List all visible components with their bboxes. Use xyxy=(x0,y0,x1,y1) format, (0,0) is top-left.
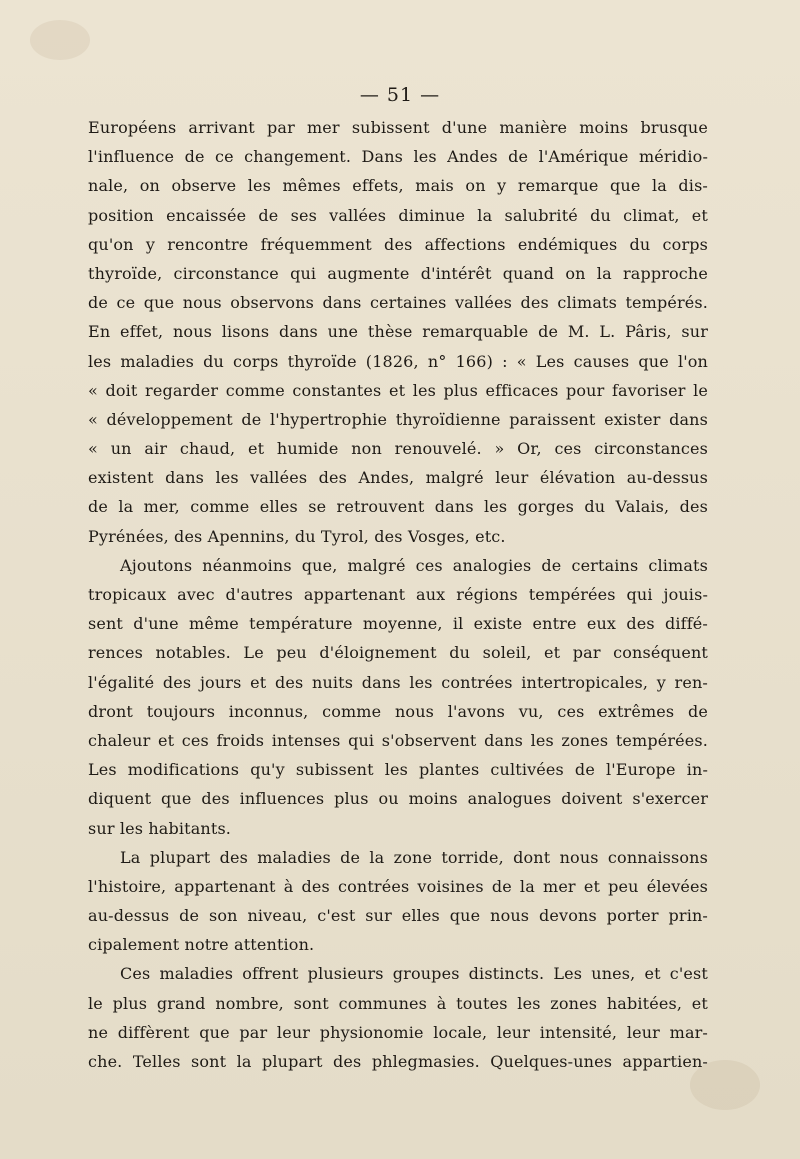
text-line: sent d'une même température moyenne, il existe entre eux des diffé- xyxy=(88,614,708,634)
paper-stain xyxy=(30,20,90,60)
text-line: che. Telles sont la plupart des phlegmasies. Quelques-unes appartien- xyxy=(88,1052,708,1071)
page-number: — 51 — xyxy=(359,84,441,106)
text-line: « développement de l'hypertrophie thyroïdienne paraissent exister dans xyxy=(88,409,708,429)
text-line: La plupart des maladies de la zone torride, dont nous connaissons xyxy=(120,847,708,867)
text-line: « un air chaud, et humide non renouvelé. » Or, ces circonstances xyxy=(88,439,708,459)
text-line: En effet, nous lisons dans une thèse remarquable de M. L. Pâris, sur xyxy=(88,322,708,342)
text-line: ne diffèrent que par leur physionomie locale, leur intensité, leur mar- xyxy=(88,1022,708,1042)
text-line: l'histoire, appartenant à des contrées voisines de la mer et peu élevées xyxy=(88,876,708,896)
text-line: diquent que des influences plus ou moins analogues doivent s'exercer xyxy=(88,789,708,809)
text-line: Ajoutons néanmoins que, malgré ces analogies de certains climats xyxy=(120,555,708,575)
text-line: thyroïde, circonstance qui augmente d'intérêt quand on la rapproche xyxy=(88,263,708,283)
text-line: le plus grand nombre, sont communes à toutes les zones habitées, et xyxy=(88,993,708,1013)
text-line: au-dessus de son niveau, c'est sur elles que nous devons porter prin- xyxy=(88,906,708,926)
text-line: Ces maladies offrent plusieurs groupes distincts. Les unes, et c'est xyxy=(120,964,708,984)
text-line: l'égalité des jours et des nuits dans les contrées intertropicales, y ren- xyxy=(88,672,708,692)
body-text xyxy=(88,113,708,1076)
text-line: existent dans les vallées des Andes, malgré leur élévation au-dessus xyxy=(88,468,708,488)
text-line: sur les habitants. xyxy=(88,818,232,838)
text-line: l'influence de ce changement. Dans les Andes de l'Amérique méridio- xyxy=(88,147,708,167)
text-line: cipalement notre attention. xyxy=(88,935,315,955)
text-line: de ce que nous observons dans certaines vallées des climats tempérés. xyxy=(88,293,708,313)
text-line: rences notables. Le peu d'éloignement du soleil, et par conséquent xyxy=(88,643,708,663)
text-line: Européens arrivant par mer subissent d'une manière moins brusque xyxy=(88,118,708,137)
text-line: nale, on observe les mêmes effets, mais on y remarque que la dis- xyxy=(88,176,708,196)
text-line: position encaissée de ses vallées diminue la salubrité du climat, et xyxy=(88,205,708,225)
text-line: « doit regarder comme constantes et les plus efficaces pour favoriser le xyxy=(88,380,708,400)
text-line: les maladies du corps thyroïde (1826, n° 166) : « Les causes que l'on xyxy=(88,351,708,371)
text-line: tropicaux avec d'autres appartenant aux régions tempérées qui jouis- xyxy=(88,585,708,604)
text-line: chaleur et ces froids intenses qui s'observent dans les zones tempérées. xyxy=(88,730,708,750)
text-line: Les modifications qu'y subissent les plantes cultivées de l'Europe in- xyxy=(88,760,708,780)
text-line: dront toujours inconnus, comme nous l'avons vu, ces extrêmes de xyxy=(88,701,708,721)
text-line: qu'on y rencontre fréquemment des affections endémiques du corps xyxy=(88,234,708,254)
text-line: Pyrénées, des Apennins, du Tyrol, des Vosges, etc. xyxy=(88,526,506,546)
text-line: de la mer, comme elles se retrouvent dans les gorges du Valais, des xyxy=(88,497,708,517)
